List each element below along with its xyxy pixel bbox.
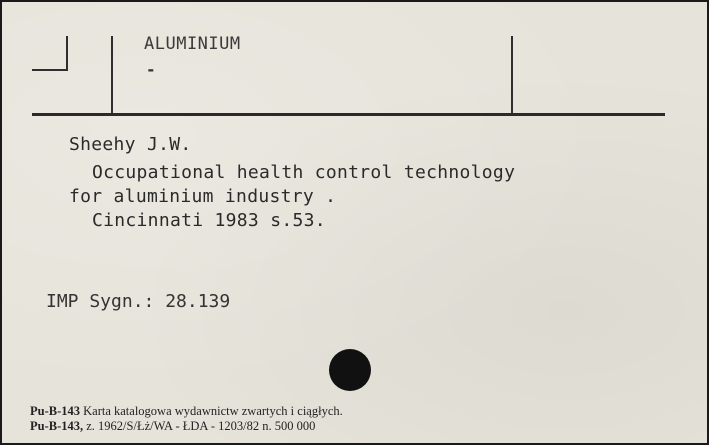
entry-publication: Cincinnati 1983 s.53. <box>92 210 326 231</box>
imprint-line-1 <box>30 404 343 419</box>
imprint-line-2 <box>30 419 315 434</box>
imprint-code-1: Pu-B-143 <box>30 404 80 418</box>
header-rule <box>32 113 665 116</box>
corner-mark <box>32 36 68 71</box>
punch-hole <box>329 349 371 391</box>
entry-title-line1: Occupational health control technology <box>92 162 516 183</box>
right-vertical-rule <box>511 36 513 114</box>
entry-author: Sheehy J.W. <box>69 134 192 155</box>
imprint-text-1: Karta katalogowa wydawnictw zwartych i ciągłych. <box>83 404 343 418</box>
entry-title-line2: for aluminium industry . <box>69 186 337 207</box>
left-vertical-rule <box>111 36 113 114</box>
catalog-card <box>2 2 707 443</box>
subject-heading: ALUMINIUM <box>144 34 241 54</box>
subject-dash: - <box>146 60 156 79</box>
imprint-code-2: Pu-B-143, <box>30 419 84 433</box>
call-number: IMP Sygn.: 28.139 <box>46 291 231 312</box>
imprint-text-2: z. 1962/S/Łż/WA - ŁDA - 1203/82 n. 500 000 <box>86 419 316 433</box>
